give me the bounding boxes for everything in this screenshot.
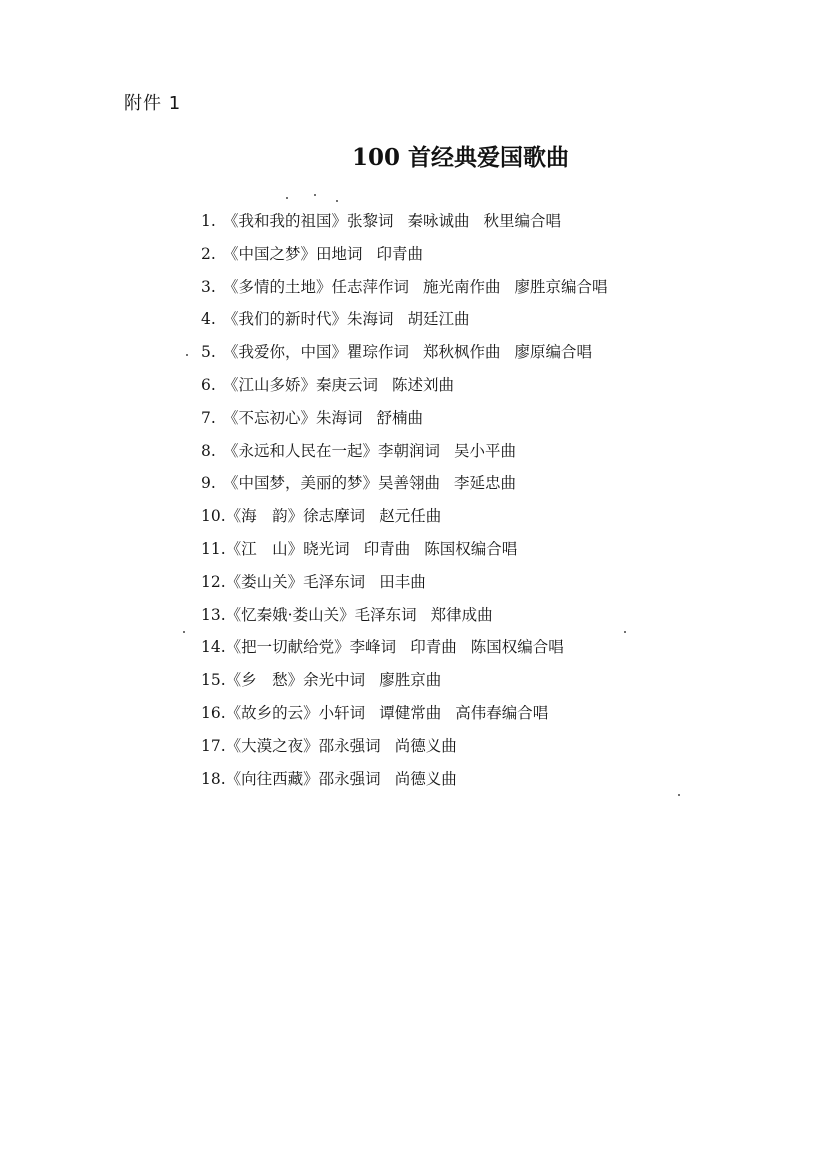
song-credit: 李朝润词 — [378, 441, 441, 460]
page-title: 100 首经典爱国歌曲 — [352, 144, 570, 171]
song-number: 14. — [201, 638, 226, 657]
song-title: 《大漠之夜》 — [225, 736, 319, 755]
song-credit: 朱海词 — [347, 310, 394, 329]
scan-speck — [186, 354, 188, 356]
song-list-item — [201, 664, 608, 697]
song-credit: 邵永强词 — [318, 769, 381, 788]
song-number: 1. — [201, 212, 216, 230]
song-credit: 陈国权编合唱 — [424, 539, 518, 558]
song-title: 《中国之梦》 — [223, 244, 317, 263]
song-number: 15. — [201, 671, 226, 690]
song-title: 《不忘初心》 — [223, 408, 317, 427]
song-title: 《忆秦娥·娄山关》 — [225, 605, 355, 624]
song-credit: 朱海词 — [316, 408, 363, 427]
song-credit: 廖胜京编合唱 — [514, 277, 608, 296]
song-credit: 印青曲 — [410, 638, 457, 657]
song-credit: 廖原编合唱 — [514, 343, 593, 362]
song-title: 《我爱你，中国》 — [223, 343, 348, 362]
song-credit: 毛泽东词 — [303, 572, 366, 591]
song-credit: 胡廷江曲 — [407, 310, 470, 329]
song-number: 17. — [201, 736, 226, 755]
song-credit: 李延忠曲 — [454, 474, 517, 493]
song-credit: 印青曲 — [376, 244, 424, 263]
song-title: 《我们的新时代》 — [223, 310, 348, 329]
song-list-item — [201, 697, 608, 730]
song-title: 《江山多娇》 — [223, 375, 317, 394]
song-title: 《永远和人民在一起》 — [223, 441, 379, 460]
scan-speck — [678, 794, 680, 796]
song-list-item — [201, 303, 608, 336]
scan-speck — [314, 194, 316, 196]
scan-speck — [624, 631, 626, 633]
song-credit: 秦咏诚曲 — [407, 212, 470, 230]
song-credit: 高伟春编合唱 — [455, 703, 549, 722]
song-list-item — [201, 271, 608, 304]
song-credit: 余光中词 — [303, 671, 366, 690]
song-list-item — [201, 566, 608, 599]
song-number: 16. — [201, 703, 226, 722]
song-list — [201, 205, 608, 795]
song-number: 8. — [201, 441, 216, 460]
song-credit: 瞿琮作词 — [347, 343, 410, 362]
song-list-item — [201, 631, 608, 664]
song-title: 《乡 愁》 — [225, 671, 304, 690]
song-list-item — [201, 205, 608, 238]
song-credit: 谭健常曲 — [379, 703, 442, 722]
attachment-label: 附件 1 — [124, 93, 182, 114]
song-number: 11. — [201, 539, 226, 558]
song-credit: 印青曲 — [363, 539, 411, 558]
song-title: 《向往西藏》 — [225, 769, 319, 788]
song-credit: 吴善翎曲 — [378, 474, 441, 493]
scan-speck — [183, 631, 185, 633]
song-credit: 尚德义曲 — [394, 769, 457, 788]
song-credit: 郑律成曲 — [430, 605, 493, 624]
song-credit: 施光南作曲 — [423, 277, 501, 296]
song-title: 《把一切献给党》 — [225, 638, 350, 657]
song-number: 9. — [201, 474, 216, 493]
song-list-item — [201, 599, 608, 632]
scan-speck — [286, 197, 288, 199]
song-title: 《海 韵》 — [225, 507, 304, 526]
song-credit: 小轩词 — [318, 703, 366, 722]
song-number: 10. — [201, 507, 226, 526]
song-credit: 陈述刘曲 — [392, 375, 455, 394]
song-title: 《江 山》 — [225, 539, 304, 558]
song-title: 《多情的土地》 — [223, 277, 332, 296]
song-list-item — [201, 402, 608, 435]
song-list-item — [201, 730, 608, 763]
song-list-item — [201, 369, 608, 402]
song-credit: 张黎词 — [347, 212, 394, 230]
song-list-item — [201, 467, 608, 500]
song-credit: 吴小平曲 — [454, 441, 517, 460]
song-title: 《娄山关》 — [225, 572, 304, 591]
scan-speck — [336, 200, 338, 202]
song-number: 7. — [201, 408, 216, 427]
song-number: 18. — [201, 769, 226, 788]
song-credit: 舒楠曲 — [376, 408, 424, 427]
song-number: 5. — [201, 343, 216, 362]
song-number: 6. — [201, 375, 216, 394]
song-credit: 赵元任曲 — [379, 507, 442, 526]
song-credit: 邵永强词 — [318, 736, 381, 755]
song-credit: 秦庚云词 — [316, 375, 379, 394]
song-list-item — [201, 500, 608, 533]
song-number: 3. — [201, 277, 216, 296]
song-list-item — [201, 533, 608, 566]
song-list-item — [201, 336, 608, 369]
song-credit: 秋里编合唱 — [483, 212, 562, 230]
song-number: 4. — [201, 310, 216, 329]
song-number: 12. — [201, 572, 226, 591]
song-list-item — [201, 435, 608, 468]
song-list-item — [201, 763, 608, 796]
song-credit: 田地词 — [316, 244, 363, 263]
song-title: 《故乡的云》 — [225, 703, 319, 722]
song-credit: 田丰曲 — [379, 572, 426, 591]
song-credit: 徐志摩词 — [303, 507, 366, 526]
song-credit: 尚德义曲 — [394, 736, 457, 755]
song-credit: 郑秋枫作曲 — [423, 343, 501, 362]
song-credit: 毛泽东词 — [354, 605, 417, 624]
song-title: 《中国梦，美丽的梦》 — [223, 474, 379, 493]
song-number: 13. — [201, 605, 226, 624]
song-credit: 任志萍作词 — [331, 277, 410, 296]
song-credit: 陈国权编合唱 — [470, 638, 564, 657]
song-credit: 廖胜京曲 — [379, 671, 442, 690]
song-credit: 晓光词 — [303, 539, 350, 558]
song-credit: 李峰词 — [349, 638, 397, 657]
song-list-item — [201, 238, 608, 271]
song-number: 2. — [201, 244, 216, 263]
song-title: 《我和我的祖国》 — [223, 212, 348, 230]
